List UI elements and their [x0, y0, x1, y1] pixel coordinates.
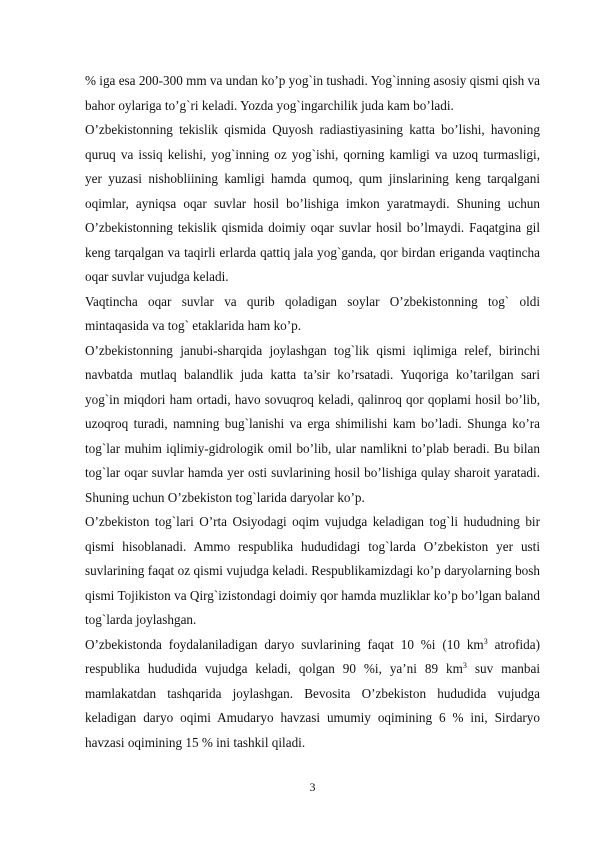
paragraph-6-part-3: suv manbai mamlakatdan tashqarida joylashgan. Bevosita O’zbekiston hududida vujudga keladigan daryo oqimi Amudaryo havzasi umumiy oqimining 6 % ini, Sirdaryo havzasi oqimining 15 % ini tashkil qiladi. — [85, 661, 540, 750]
paragraph-5: O’zbekiston tog`lari O’rta Osiyodagi oqim vujudga keladigan tog`li hududning bir qismi hisoblanadi. Ammo respublika hududidagi tog`larda O’zbekiston yer usti suvlarining faqat oz qismi vujudga keladi. Respublikamizdagi ko’p daryolarning bosh qismi Tojikiston va Qirg`izistondagi doimiy qor hamda muzliklar ko’p bo’lgan baland tog`larda joylashgan. — [85, 514, 540, 627]
paragraph-3: Vaqtincha oqar suvlar va qurib qoladigan soylar O’zbekistonning tog` oldi mintaqasida va tog` etaklarida ham ko’p. — [85, 293, 540, 333]
page-number: 3 — [309, 780, 316, 794]
paragraph-6-part-1: O’zbekistonda foydalaniladigan daryo suvlarining faqat 10 %i (10 km — [85, 636, 484, 652]
superscript-cubed: 3 — [483, 636, 488, 646]
paragraph-2: O’zbekistonning tekislik qismida Quyosh radiastiyasining katta bo’lishi, havoning quruq va issiq kelishi, yog`inning oz yog`ishi, qorning kamligi va uzoq turmasligi, yer yuzasi nishobliining kamligi hamda qumoq, qum jinslarining keng tarqalgani oqimlar, ayniqsa oqar suvlar hosil bo’lishiga imkon yaratmaydi. Shuning uchun O’zbekistonning tekislik qismida doimiy oqar suvlar hosil bo’lmaydi. Faqatgina gil keng tarqalgan va taqirli erlarda qattiq jala yog`ganda, qor birdan eriganda vaqtincha oqar suvlar vujudga keladi. — [85, 122, 540, 284]
superscript-cubed: 3 — [462, 661, 467, 670]
paragraph-6-part-2: atrofida) respublika hududida vujudga keladi, qolgan 90 %i, ya’ni 89 km — [85, 636, 540, 676]
paragraph-4: O’zbekistonning janubi-sharqida joylashgan tog`lik qismi iqlimiga relef, birinchi navbatda mutlaq balandlik juda katta ta’sir ko’rsatadi. Yuqoriga ko’tarilgan sari yog`in miqdori ham ortadi, havo sovuqroq keladi, qalinroq qor qoplami hosil bo’lib, uzoqroq turadi, namning bug`lanishi va erga shimilishi kam bo’ladi. Shunga ko’ra tog`lar muhim iqlimiy-gidrologik omil bo’lib, ular namlikni to’plab beradi. Bu bilan tog`lar oqar suvlar hamda yer osti suvlarining hosil bo’lishiga qulay sharoit yaratadi. Shuning uchun O’zbekiston tog`larida daryolar ko’p. — [85, 342, 540, 505]
body-text — [85, 69, 540, 755]
paragraph-1: % iga esa 200-300 mm va undan ko’p yog`in tushadi. Yog`inning asosiy qismi qish va bahor oylariga to’g`ri keladi. Yozda yog`ingarchilik juda kam bo’ladi. — [85, 73, 540, 113]
paragraph-6 — [85, 633, 540, 756]
